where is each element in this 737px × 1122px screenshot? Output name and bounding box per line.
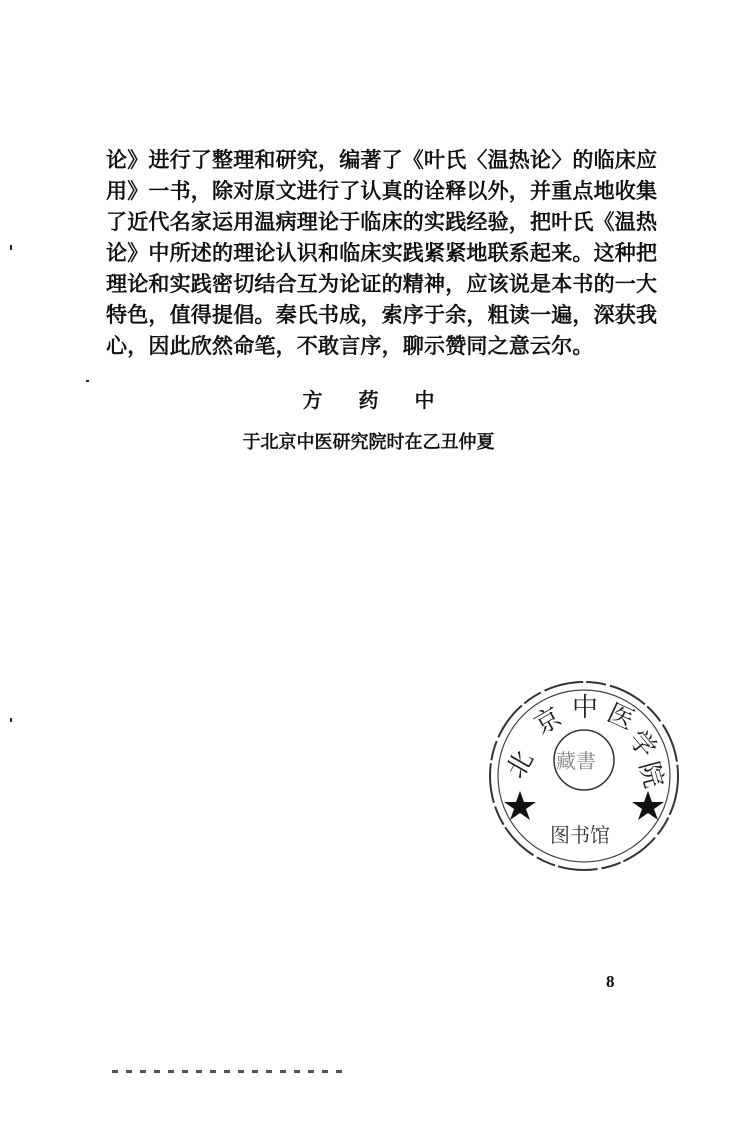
text-line: 特色，值得提倡。秦氏书成，索序于余，粗读一遍，深获我 bbox=[106, 302, 658, 327]
text-line: 用》一书，除对原文进行了认真的诠释以外，并重点地收集 bbox=[106, 178, 658, 203]
text-line: 心，因此欣然命笔，不敢言序，聊示赞同之意云尔。 bbox=[106, 333, 594, 358]
text-line: 论》进行了整理和研究，编著了《叶氏〈温热论〉的临床应 bbox=[106, 147, 658, 172]
scan-artifact-line bbox=[112, 1070, 342, 1073]
svg-text:北: 北 bbox=[501, 745, 540, 784]
svg-text:中: 中 bbox=[572, 693, 599, 723]
svg-text:图书馆: 图书馆 bbox=[550, 823, 610, 847]
svg-text:学: 学 bbox=[622, 724, 662, 764]
scan-speck bbox=[10, 718, 12, 722]
page-number: 8 bbox=[606, 972, 615, 991]
svg-text:藏書: 藏書 bbox=[556, 749, 596, 773]
svg-text:京: 京 bbox=[529, 702, 567, 742]
signature-place-date: 于北京中医研究院时在乙丑仲夏 bbox=[242, 432, 495, 453]
text-line: 了近代名家运用温病理论于临床的实践经验，把叶氏《温热 bbox=[106, 209, 658, 234]
author-signature: 方药中 bbox=[302, 388, 471, 412]
text-line: 论》中所述的理论认识和临床实践紧紧地联系起来。这种把 bbox=[106, 240, 658, 265]
scan-speck bbox=[10, 245, 12, 250]
text-line: 理论和实践密切结合互为论证的精神，应该说是本书的一大 bbox=[106, 271, 658, 296]
preface-paragraph bbox=[106, 144, 712, 361]
library-stamp bbox=[484, 676, 684, 880]
svg-text:医: 医 bbox=[602, 698, 639, 737]
svg-text:院: 院 bbox=[632, 758, 669, 792]
scan-speck bbox=[86, 380, 89, 382]
